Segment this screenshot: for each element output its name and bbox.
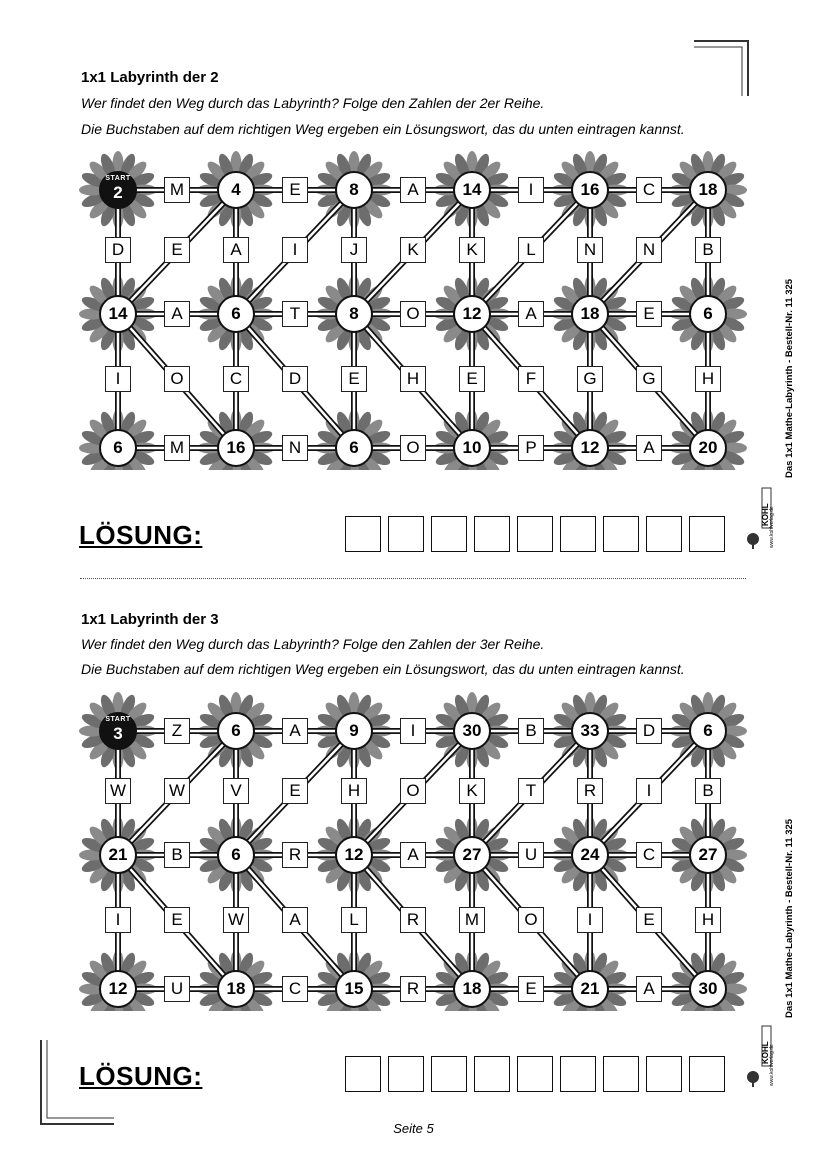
solution-label: LÖSUNG:	[79, 520, 203, 550]
letter-box: O	[400, 778, 426, 804]
letter-box: A	[223, 237, 249, 263]
number-node[interactable]: 10	[453, 429, 491, 467]
dotted-separator	[80, 578, 746, 579]
node-value: 2	[113, 183, 123, 202]
letter-box: A	[636, 976, 662, 1002]
number-node[interactable]: 27	[453, 836, 491, 874]
letter-box: W	[223, 907, 249, 933]
letter-box: D	[282, 366, 308, 392]
logo-text: KOHL	[761, 1041, 770, 1064]
solution-letter-input[interactable]	[560, 1056, 596, 1092]
letter-box: O	[400, 435, 426, 461]
solution-letter-input[interactable]	[345, 1056, 381, 1092]
letter-box: A	[400, 177, 426, 203]
side-order-text: Das 1x1 Mathe-Labyrinth - Bestell-Nr. 11 325	[784, 278, 795, 478]
number-node[interactable]: 18	[217, 970, 255, 1008]
node-value: 3	[113, 724, 123, 743]
solution-letter-input[interactable]	[517, 516, 553, 552]
letter-box: M	[164, 435, 190, 461]
start-label: START	[105, 175, 131, 182]
kohl-logo	[744, 486, 776, 550]
letter-box: N	[577, 237, 603, 263]
number-node[interactable]: 18	[689, 171, 727, 209]
solution-letter-input[interactable]	[431, 516, 467, 552]
solution-letter-input[interactable]	[646, 1056, 682, 1092]
number-node[interactable]: 33	[571, 712, 609, 750]
letter-box: E	[518, 976, 544, 1002]
letter-box: R	[282, 842, 308, 868]
letter-box: I	[105, 366, 131, 392]
letter-box: H	[341, 778, 367, 804]
letter-box: E	[282, 177, 308, 203]
number-node[interactable]: 12	[571, 429, 609, 467]
number-node[interactable]: 21	[571, 970, 609, 1008]
number-node[interactable]: 20	[689, 429, 727, 467]
solution-letter-input[interactable]	[345, 516, 381, 552]
letter-box: P	[518, 435, 544, 461]
solution-letter-input[interactable]	[388, 516, 424, 552]
letter-box: C	[282, 976, 308, 1002]
number-node[interactable]: 16	[571, 171, 609, 209]
letter-box: O	[164, 366, 190, 392]
letter-box: C	[636, 842, 662, 868]
letter-box: U	[164, 976, 190, 1002]
letter-box: E	[164, 907, 190, 933]
letter-box: J	[341, 237, 367, 263]
letter-box: B	[695, 237, 721, 263]
letter-box: R	[577, 778, 603, 804]
letter-box: I	[105, 907, 131, 933]
number-node[interactable]: 6	[689, 295, 727, 333]
logo-url: www.kohlverlag.de	[769, 506, 775, 548]
letter-box: A	[518, 301, 544, 327]
number-node[interactable]: 6	[99, 429, 137, 467]
letter-box: O	[400, 301, 426, 327]
start-label: START	[105, 716, 131, 723]
number-node[interactable]: 14	[99, 295, 137, 333]
solution-letter-input[interactable]	[388, 1056, 424, 1092]
solution-letter-input[interactable]	[689, 1056, 725, 1092]
number-node[interactable]: 12	[453, 295, 491, 333]
letter-box: C	[636, 177, 662, 203]
letter-box: V	[223, 778, 249, 804]
number-node[interactable]: 4	[217, 171, 255, 209]
solution-letter-input[interactable]	[517, 1056, 553, 1092]
number-node[interactable]: 6	[689, 712, 727, 750]
letter-box: I	[282, 237, 308, 263]
number-node[interactable]: 30	[453, 712, 491, 750]
kohl-logo	[744, 1024, 776, 1088]
number-node[interactable]: 21	[99, 836, 137, 874]
instruction-line-1: Wer findet den Weg durch das Labyrinth? Folge den Zahlen der 2er Reihe.	[81, 95, 545, 111]
letter-box: W	[164, 778, 190, 804]
letter-box: M	[164, 177, 190, 203]
letter-box: L	[341, 907, 367, 933]
letter-box: K	[459, 778, 485, 804]
number-node[interactable]: 9	[335, 712, 373, 750]
solution-letter-input[interactable]	[474, 1056, 510, 1092]
letter-box: W	[105, 778, 131, 804]
number-node[interactable]: 16	[217, 429, 255, 467]
solution-letter-input[interactable]	[689, 516, 725, 552]
letter-box: H	[695, 366, 721, 392]
letter-box: G	[577, 366, 603, 392]
number-node[interactable]: 18	[453, 970, 491, 1008]
number-node[interactable]: 30	[689, 970, 727, 1008]
letter-box: I	[577, 907, 603, 933]
letter-box: O	[518, 907, 544, 933]
letter-box: F	[518, 366, 544, 392]
letter-box: T	[518, 778, 544, 804]
solution-letter-input[interactable]	[603, 516, 639, 552]
letter-box: M	[459, 907, 485, 933]
number-node[interactable]: 12	[99, 970, 137, 1008]
side-order-text: Das 1x1 Mathe-Labyrinth - Bestell-Nr. 11 325	[784, 818, 795, 1018]
letter-box: A	[282, 907, 308, 933]
letter-box: N	[282, 435, 308, 461]
letter-box: E	[341, 366, 367, 392]
number-node[interactable]: 14	[453, 171, 491, 209]
letter-box: B	[518, 718, 544, 744]
number-node[interactable]: 8	[335, 295, 373, 333]
letter-box: K	[459, 237, 485, 263]
number-node[interactable]: 8	[335, 171, 373, 209]
number-node[interactable]: 18	[571, 295, 609, 333]
letter-box: B	[695, 778, 721, 804]
letter-box: R	[400, 976, 426, 1002]
number-node[interactable]: 6	[217, 295, 255, 333]
letter-box: E	[459, 366, 485, 392]
number-node[interactable]: 6	[217, 836, 255, 874]
letter-box: U	[518, 842, 544, 868]
corner-ornament-top-right	[690, 38, 752, 100]
solution-letter-input[interactable]	[474, 516, 510, 552]
section-title: 1x1 Labyrinth der 3	[81, 611, 219, 628]
letter-box: L	[518, 237, 544, 263]
solution-letter-input[interactable]	[560, 516, 596, 552]
page-number: Seite 5	[393, 1121, 434, 1136]
start-node[interactable]	[99, 712, 137, 750]
letter-box: A	[282, 718, 308, 744]
letter-box: H	[695, 907, 721, 933]
number-node[interactable]: 12	[335, 836, 373, 874]
letter-box: I	[400, 718, 426, 744]
letter-box: I	[518, 177, 544, 203]
labyrinth-3er	[0, 691, 827, 1011]
instruction-line-1: Wer findet den Weg durch das Labyrinth? Folge den Zahlen der 3er Reihe.	[81, 636, 545, 652]
letter-box: H	[400, 366, 426, 392]
letter-box: A	[636, 435, 662, 461]
number-node[interactable]: 24	[571, 836, 609, 874]
number-node[interactable]: 6	[217, 712, 255, 750]
letter-box: A	[400, 842, 426, 868]
letter-box: B	[164, 842, 190, 868]
letter-box: K	[400, 237, 426, 263]
labyrinth-2er	[0, 150, 827, 470]
letter-box: G	[636, 366, 662, 392]
solution-label: LÖSUNG:	[79, 1061, 203, 1091]
letter-box: E	[282, 778, 308, 804]
letter-box: Z	[164, 718, 190, 744]
section-title: 1x1 Labyrinth der 2	[81, 69, 219, 86]
letter-box: A	[164, 301, 190, 327]
logo-url: www.kohlverlag.de	[769, 1044, 775, 1086]
number-node[interactable]: 27	[689, 836, 727, 874]
number-node[interactable]: 6	[335, 429, 373, 467]
letter-box: D	[105, 237, 131, 263]
letter-box: E	[636, 301, 662, 327]
instruction-line-2: Die Buchstaben auf dem richtigen Weg ergeben ein Lösungswort, das du unten eintragen kannst.	[81, 121, 685, 137]
solution-letter-input[interactable]	[646, 516, 682, 552]
solution-letter-input[interactable]	[603, 1056, 639, 1092]
number-node[interactable]: 15	[335, 970, 373, 1008]
letter-box: D	[636, 718, 662, 744]
letter-box: C	[223, 366, 249, 392]
letter-box: N	[636, 237, 662, 263]
solution-letter-input[interactable]	[431, 1056, 467, 1092]
letter-box: E	[636, 907, 662, 933]
letter-box: I	[636, 778, 662, 804]
instruction-line-2: Die Buchstaben auf dem richtigen Weg ergeben ein Lösungswort, das du unten eintragen kannst.	[81, 661, 685, 677]
start-node[interactable]	[99, 171, 137, 209]
letter-box: R	[400, 907, 426, 933]
letter-box: E	[164, 237, 190, 263]
letter-box: T	[282, 301, 308, 327]
logo-text: KOHL	[761, 503, 770, 526]
